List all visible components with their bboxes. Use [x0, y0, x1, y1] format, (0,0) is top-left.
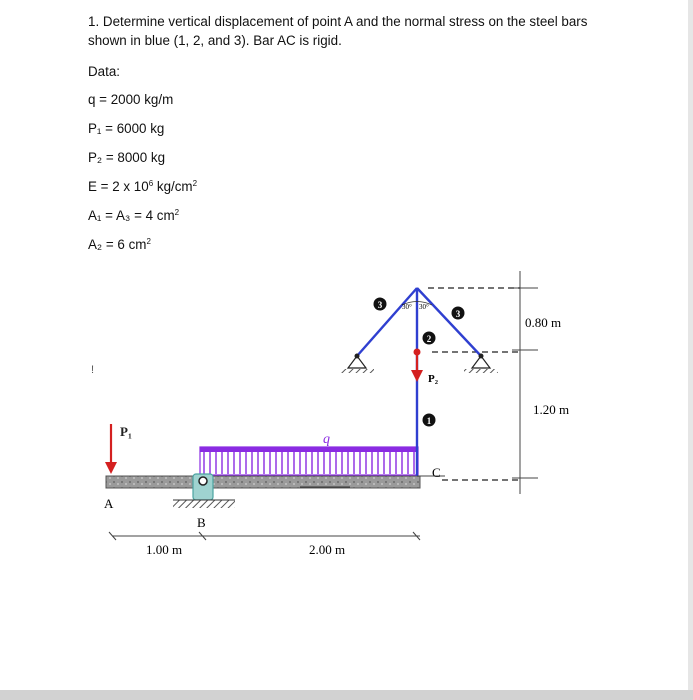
badge-bar-2: [423, 332, 436, 345]
svg-text:2: 2: [426, 334, 432, 344]
data-p1: P₁ = 6000 kg: [88, 121, 165, 136]
badge-bar-1: [423, 414, 436, 427]
stray-mark: !: [91, 364, 95, 376]
problem-text: Determine vertical displacement of point A and the normal stress on the steel bars shown in blue (1, 2, and 3). Bar AC is rigid.: [88, 14, 588, 48]
page-edge-right: [688, 0, 693, 700]
rigid-bar-ac: [106, 476, 420, 488]
dim-label-top: 0.80 m: [525, 315, 562, 330]
label-p1: P₁: [120, 424, 132, 439]
angle-right-label: 30°: [419, 303, 429, 311]
data-e: E = 2 x $10^6$ $kg/cm^2$: [88, 179, 198, 194]
page-edge-bottom: [0, 690, 693, 700]
label-q: q: [323, 432, 330, 447]
data-p2: P₂ = 8000 kg: [88, 150, 166, 165]
svg-text:3: 3: [455, 309, 461, 319]
horizontal-dimensions: [109, 532, 420, 557]
vertical-dimensions: [428, 271, 569, 494]
data-a2: A₂ = 6 $cm^2$: [88, 237, 151, 252]
data-a1-a3: A₁ = A₃ = 4 $cm^2$: [88, 208, 180, 223]
problem-number: 1.: [88, 14, 100, 29]
support-right: [464, 354, 498, 374]
load-p1: [105, 424, 132, 474]
label-p2: P₂: [428, 373, 439, 385]
dim-label-right: 2.00 m: [309, 542, 346, 557]
bar-3-left: [357, 288, 417, 356]
angle-left-label: 30°: [402, 303, 412, 311]
load-p2: [411, 349, 439, 386]
bar-3-right: [417, 288, 481, 356]
badge-bar-3-left: [374, 298, 387, 311]
label-a: A: [104, 496, 114, 511]
distributed-load: [200, 432, 418, 475]
badge-bar-3-right: [452, 307, 465, 320]
dim-label-bottom: 1.20 m: [533, 402, 570, 417]
svg-text:1: 1: [426, 416, 432, 426]
data-heading: Data:: [88, 64, 121, 79]
data-q: q = 2000 kg/m: [88, 92, 174, 107]
svg-text:3: 3: [377, 300, 383, 310]
support-left: [340, 354, 374, 374]
dim-label-left: 1.00 m: [146, 542, 183, 557]
label-b: B: [197, 515, 206, 530]
label-c: C: [432, 465, 441, 480]
